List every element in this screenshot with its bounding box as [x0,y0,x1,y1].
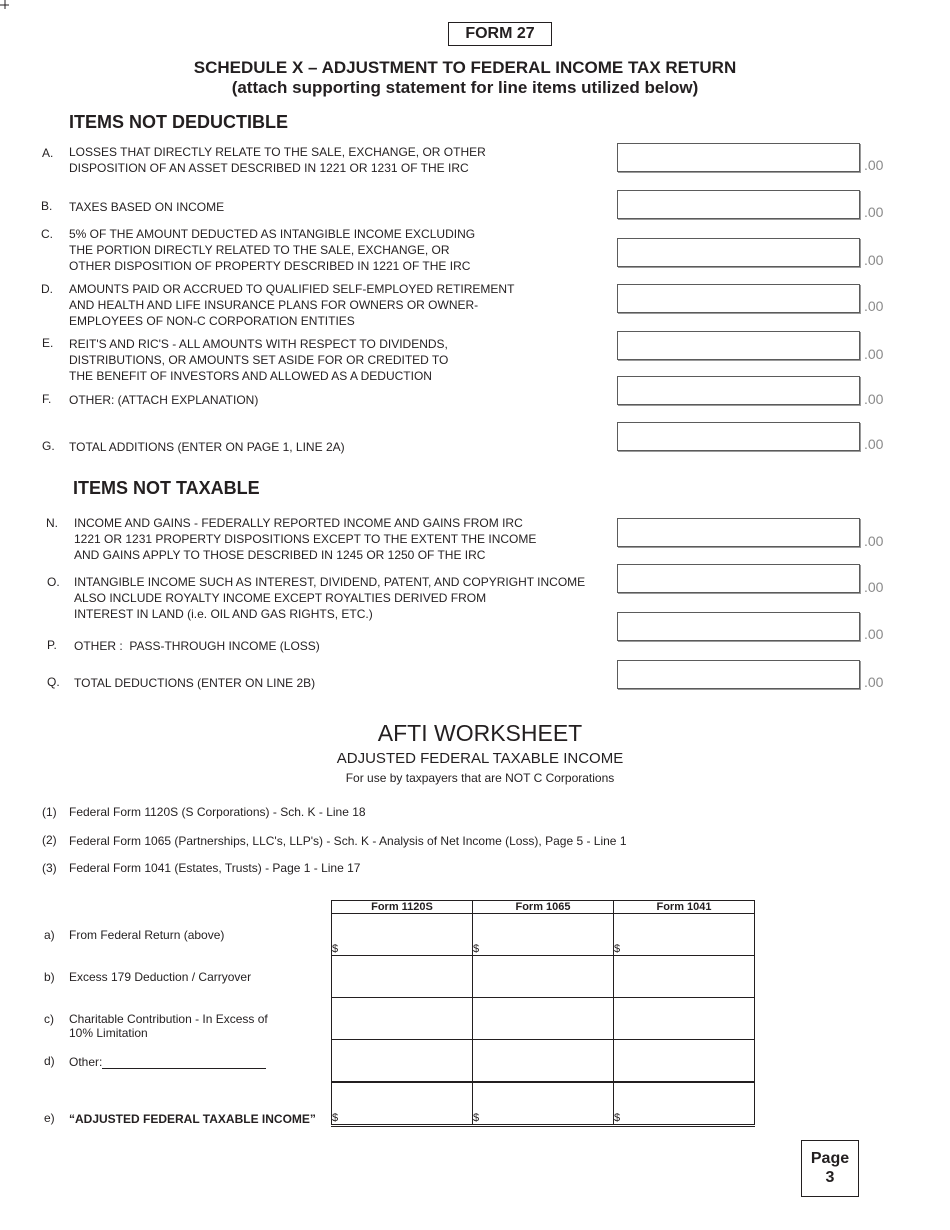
column-header: Form 1041 [614,901,755,914]
afti-subtitle: ADJUSTED FEDERAL TAXABLE INCOME [336,750,624,767]
line-letter: N. [46,516,58,530]
line-b-text: TAXES BASED ON INCOME [69,200,225,214]
reference-text: Federal Form 1120S (S Corporations) - Sch. K - Line 18 [69,805,366,819]
page-label: Page [810,1150,850,1167]
cents-label: .00 [864,391,884,407]
reference-text: Federal Form 1065 (Partnerships, LLC's, LLP's) - Sch. K - Analysis of Net Income (Loss), Page 5 - Line 1 [69,834,627,848]
items-not-taxable-heading: ITEMS NOT TAXABLE [73,478,260,498]
row-letter: a) [44,928,55,942]
line-d-text: AMOUNTS PAID OR ACCRUED TO QUALIFIED SELF-EMPLOYED RETIREMENT AND HEALTH AND LIFE INSURANCE PLANS FOR OWNERS OR OWNER- EMPLOYEES OF NON-C CORPORATION ENTITIES [69,282,515,328]
line-letter: F. [42,392,52,406]
cell-1120s[interactable]: $ [332,914,473,956]
cents-label: .00 [864,436,884,452]
reference-text: Federal Form 1041 (Estates, Trusts) - Page 1 - Line 17 [69,861,361,875]
row-label-afti-total: “ADJUSTED FEDERAL TAXABLE INCOME” [69,1112,316,1126]
cell-1120s[interactable] [332,1040,473,1083]
other-label: Other: [69,1055,103,1069]
line-q-amount[interactable] [617,660,860,689]
page-number-box [801,1140,859,1197]
line-letter: P. [47,638,57,652]
table-row [332,914,755,956]
line-b-amount[interactable] [617,190,860,219]
cents-label: .00 [864,533,884,549]
cents-label: .00 [864,674,884,690]
line-p-text: OTHER : PASS-THROUGH INCOME (LOSS) [74,639,320,653]
row-label-excess-179: Excess 179 Deduction / Carryover [69,970,252,984]
cell-1041[interactable]: $ [614,914,755,956]
line-g-amount[interactable] [617,422,860,451]
cents-label: .00 [864,252,884,268]
row-letter: c) [44,1012,54,1026]
line-f-amount[interactable] [617,376,860,405]
cell-1120s[interactable] [332,956,473,998]
line-letter: D. [41,282,53,296]
cell-1041[interactable]: $ [614,1082,755,1126]
cell-1041[interactable] [614,998,755,1040]
cents-label: .00 [864,157,884,173]
table-row-total [332,1082,755,1126]
line-c-text: 5% OF THE AMOUNT DEDUCTED AS INTANGIBLE INCOME EXCLUDING THE PORTION DIRECTLY RELATED TO THE SALE, EXCHANGE, OR OTHER DISPOSITION OF PROPERTY DESCRIBED IN 1221 OF THE IRC [69,227,476,273]
column-header: Form 1120S [332,901,473,914]
cell-1041[interactable] [614,956,755,998]
page-number: 3 [825,1169,835,1186]
line-n-amount[interactable] [617,518,860,547]
line-p-amount[interactable] [617,612,860,641]
row-label-other [69,1055,266,1069]
afti-worksheet-table [331,900,755,1127]
cell-1065[interactable] [473,956,614,998]
reference-number: (1) [42,805,57,819]
line-letter: G. [42,439,55,453]
table-row [332,1040,755,1083]
line-letter: O. [47,575,60,589]
cell-1065[interactable] [473,998,614,1040]
line-letter: B. [41,199,53,213]
cell-1120s[interactable]: $ [332,1082,473,1126]
line-e-amount[interactable] [617,331,860,360]
line-e-text: REIT'S AND RIC'S - ALL AMOUNTS WITH RESPECT TO DIVIDENDS, DISTRIBUTIONS, OR AMOUNTS SET ASIDE FOR OR CREDITED TO THE BENEFIT OF INVESTORS AND ALLOWED AS A DEDUCTION [69,337,449,383]
row-label-charitable: Charitable Contribution - In Excess of 10% Limitation [69,1012,268,1040]
cents-label: .00 [864,579,884,595]
line-q-text: TOTAL DEDUCTIONS (ENTER ON LINE 2B) [74,676,316,690]
form-number: FORM 27 [448,22,552,46]
cents-label: .00 [864,346,884,362]
line-a-amount[interactable] [617,143,860,172]
row-letter: e) [44,1111,55,1125]
line-letter: E. [42,336,54,350]
line-letter: Q. [47,675,60,689]
row-label-from-federal-return: From Federal Return (above) [69,928,225,942]
line-g-text: TOTAL ADDITIONS (ENTER ON PAGE 1, LINE 2A) [69,440,345,454]
line-a-text: LOSSES THAT DIRECTLY RELATE TO THE SALE, EXCHANGE, OR OTHER DISPOSITION OF AN ASSET DESCRIBED IN 1221 OR 1231 OF THE IRC [69,145,486,175]
line-d-amount[interactable] [617,284,860,313]
cents-label: .00 [864,298,884,314]
row-letter: d) [44,1054,55,1068]
cell-1065[interactable] [473,1040,614,1083]
afti-note: For use by taxpayers that are NOT C Corporations [345,771,615,785]
cents-label: .00 [864,204,884,220]
items-not-deductible-heading: ITEMS NOT DEDUCTIBLE [69,112,288,132]
row-letter: b) [44,970,55,984]
afti-title: AFTI WORKSHEET [377,720,583,746]
line-f-text: OTHER: (ATTACH EXPLANATION) [69,393,259,407]
cell-1065[interactable]: $ [473,914,614,956]
cents-label: .00 [864,626,884,642]
line-o-text: INTANGIBLE INCOME SUCH AS INTEREST, DIVIDEND, PATENT, AND COPYRIGHT INCOME ALSO INCLUDE ROYALTY INCOME EXCEPT ROYALTIES DERIVED FROM INTEREST IN LAND (i.e. OIL AND GAS RIGHTS, ETC.) [74,575,586,621]
line-o-amount[interactable] [617,564,860,593]
reference-number: (2) [42,833,57,847]
table-header-row [332,901,755,914]
schedule-title: SCHEDULE X – ADJUSTMENT TO FEDERAL INCOME TAX RETURN [193,58,737,77]
schedule-subtitle: (attach supporting statement for line items utilized below) [231,78,699,97]
table-row [332,956,755,998]
line-letter: A. [42,146,54,160]
crop-mark [0,0,9,9]
cell-1120s[interactable] [332,998,473,1040]
line-n-text: INCOME AND GAINS - FEDERALLY REPORTED INCOME AND GAINS FROM IRC 1221 OR 1231 PROPERTY DISPOSITIONS EXCEPT TO THE EXTENT THE INCOME AND GAINS APPLY TO THOSE DESCRIBED IN 1245 OR 1250 OF THE IRC [74,516,537,562]
cell-1041[interactable] [614,1040,755,1083]
line-letter: C. [41,227,53,241]
other-description-line[interactable] [102,1056,266,1069]
line-c-amount[interactable] [617,238,860,267]
table-row [332,998,755,1040]
cell-1065[interactable]: $ [473,1082,614,1126]
reference-number: (3) [42,861,57,875]
column-header: Form 1065 [473,901,614,914]
